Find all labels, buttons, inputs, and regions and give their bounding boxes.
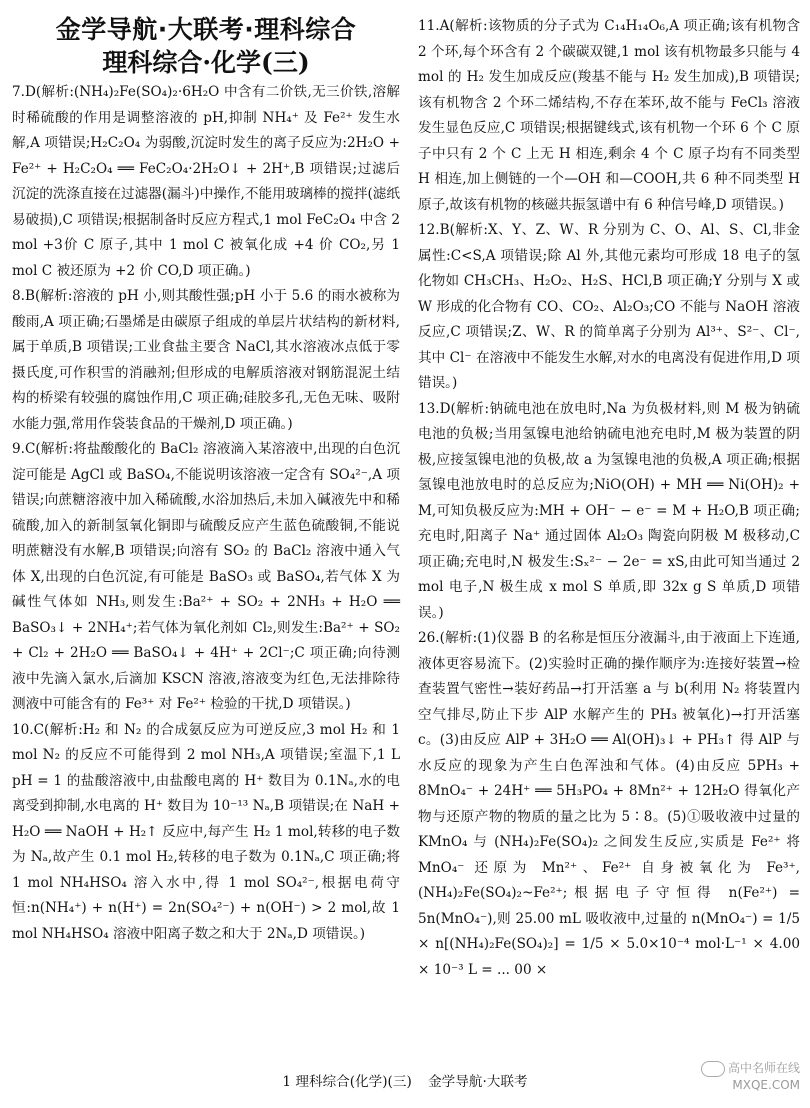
watermark-line1: 高中名师在线 (727, 1061, 800, 1075)
right-column (418, 14, 800, 983)
answer-7: 7.D(解析:(NH₄)₂Fe(SO₄)₂·6H₂O 中含有二价铁,无三价铁,溶解时稀硫酸的作用是调整溶液的 pH,抑制 NH₄⁺ 及 Fe²⁺ 发生水解,A 项错误;H₂C₂O₄ 为弱酸,沉淀时发生的离子反应为:2H₂O + Fe²⁺ + H₂C₂O₄ ══ FeC₂O₄·2H₂O↓ + 2H⁺,B 项错误;过滤后沉淀的洗涤直接在过滤器(漏斗)中操作,不能用玻璃棒的搅拌(滤纸易破损),C 项错误;根据制备时反应方程式,1 mol FeC₂O₄ 中含 2 mol +3价 C 原子,其中 1 mol C 被氧化成 +4 价 CO₂,另 1 mol C 被还原为 +2 价 CO,D 项正确。) (12, 84, 400, 279)
wechat-icon (701, 1061, 725, 1077)
answer-13: 13.D(解析:钠硫电池在放电时,Na 为负极材料,则 M 极为钠硫电池的负极;当用氢镍电池给钠硫电池充电时,M 极为装置的阴极,应接氢镍电池的负极,故 a 为氢镍电池的负极,A 项正确;根据氢镍电池放电时的总反应为;NiO(OH) + MH ══ Ni(OH)₂ + M,可知负极反应为:MH + OH⁻ − e⁻ = M + H₂O,B 项正确;充电时,阳离子 Na⁺ 通过固体 Al₂O₃ 陶瓷向阴极 M 极移动,C 项正确;充电时,N 极发生:Sₓ²⁻ − 2e⁻ = xS,由此可知当通过 2 mol 电子,N 极生成 x mol S 单质,即 32x g S 单质,D 项错误。) (418, 400, 800, 621)
answer-26: 26.(解析:(1)仪器 B 的名称是恒压分液漏斗,由于液面上下连通,液体更容易流下。(2)实验时正确的操作顺序为:连接好装置→检查装置气密性→装好药品→打开活塞 a 与 b(利用 N₂ 将装置内空气排尽,防止下步 AlP 水解产生的 PH₃ 被氧化)→打开活塞 c。(3)由反应 AlP + 3H₂O ══ Al(OH)₃↓ + PH₃↑ 得 AlP 与水反应的现象为产生白色浑浊和气体。(4)由反应 5PH₃ + 8MnO₄⁻ + 24H⁺ ══ 5H₃PO₄ + 8Mn²⁺ + 12H₂O 得氧化产物与还原产物的物质的量之比为 5∶8。(5)①吸收液中过量的 KMnO₄ 与 (NH₄)₂Fe(SO₄)₂ 之间发生反应,实质是 Fe²⁺ 将 MnO₄⁻ 还原为 Mn²⁺、Fe²⁺ 自身被氧化为 Fe³⁺,(NH₄)₂Fe(SO₄)₂~Fe²⁺;根据电子守恒得 n(Fe²⁺) = 5n(MnO₄⁻),则 25.00 mL 吸收液中,过量的 n(MnO₄⁻) = 1/5 × n[(NH₄)₂Fe(SO₄)₂] = 1/5 × 5.0×10⁻⁴ mol·L⁻¹ × 4.00 × 10⁻³ L = ... 00 × (418, 630, 800, 978)
answer-9: 9.C(解析:将盐酸酸化的 BaCl₂ 溶液滴入某溶液中,出现的白色沉淀可能是 AgCl 或 BaSO₄,不能说明该溶液一定含有 SO₄²⁻,A 项错误;向蔗糖溶液中加入稀硫酸,水浴加热后,未加入碱液先中和稀硫酸,加入的新制氢氧化铜即与硫酸反应产生蓝色硫酸铜,不能说明蔗糖没有水解,B 项错误;向溶有 SO₂ 的 BaCl₂ 溶液中通入气体 X,出现的白色沉淀,有可能是 BaSO₃ 或 BaSO₄,若气体 X 为碱性气体如 NH₃,则发生:Ba²⁺ + SO₂ + 2NH₃ + H₂O ══ BaSO₃↓ + 2NH₄⁺;若气体为氧化剂如 Cl₂,则发生:Ba²⁺ + SO₂ + Cl₂ + 2H₂O ══ BaSO₄↓ + 4H⁺ + 2Cl⁻;C 项正确;向待测液中先滴入氯水,后滴加 KSCN 溶液,溶液变为红色,无法排除待测液中可能含有的 Fe³⁺ 对 Fe²⁺ 检验的干扰,D 项错误。) (12, 441, 400, 712)
page-footer (0, 1070, 810, 1090)
answer-11: 11.A(解析:该物质的分子式为 C₁₄H₁₄O₆,A 项正确;该有机物含 2 个环,每个环含有 2 个碳碳双键,1 mol 该有机物最多只能与 4 mol 的 H₂ 发生加成反应(羧基不能与 H₂ 发生加成),B 项错误;该有机物含 2 个环二烯结构,不存在苯环,故不能与 FeCl₃ 溶液发生显色反应,C 项错误;根据键线式,该有机物一个环 6 个 C 原子中只有 2 个 C 上无 H 相连,剩余 4 个 C 原子均有不同类型 H 相连,加上侧链的一个—OH 和—COOH,共 6 种不同类型 H 原子,故该有机物的核磁共振氢谱中有 6 种信号峰,D 项错误。) (418, 18, 800, 213)
watermark (701, 1060, 800, 1093)
answer-8: 8.B(解析:溶液的 pH 小,则其酸性强;pH 小于 5.6 的雨水被称为酸雨,A 项正确;石墨烯是由碳原子组成的单层片状结构的新材料,属于单质,B 项错误;工业食盐主要含 NaCl,其水溶液冰点低于零摄氏度,可作积雪的消融剂;但形成的电解质溶液对钢筋混泥土结构的桥梁有较强的腐蚀作用,C 项正确;硅胶多孔,无色无味、吸附水能力强,常用作袋装食品的干燥剂,D 项正确。) (12, 288, 400, 432)
footer-page-label: 1 理科综合(化学)(三) (282, 1074, 412, 1090)
left-column (12, 14, 400, 947)
answer-10: 10.C(解析:H₂ 和 N₂ 的合成氨反应为可逆反应,3 mol H₂ 和 1 mol N₂ 的反应不可能得到 2 mol NH₃,A 项错误;室温下,1 L pH = 1 的盐酸溶液中,由盐酸电离的 H⁺ 数目为 0.1Nₐ,水的电离受到抑制,水电离的 H⁺ 数目为 10⁻¹³ Nₐ,B 项错误;在 NaH + H₂O ══ NaOH + H₂↑ 反应中,每产生 H₂ 1 mol,转移的电子数为 Nₐ,故产生 0.1 mol H₂,转移的电子数为 0.1Nₐ,C 项正确;将 1 mol NH₄HSO₄ 溶入水中,得 1 mol SO₄²⁻,根据电荷守恒:n(NH₄⁺) + n(H⁺) = 2n(SO₄²⁻) + n(OH⁻) > 2 mol,故 1 mol NH₄HSO₄ 溶液中阳离子数之和大于 2Nₐ,D 项错误。) (12, 721, 400, 942)
page-subtitle: 理科综合·化学(三) (102, 48, 310, 77)
answer-12: 12.B(解析:X、Y、Z、W、R 分别为 C、O、Al、S、Cl,非金属性:C<S,A 项错误;除 Al 外,其他元素均可形成 18 电子的氢化物如 CH₃CH₃、H₂O₂、H₂S、HCl,B 项正确;Y 分别与 X 或 W 形成的化合物有 CO、CO₂、Al₂O₃;CO 不能与 NaOH 溶液反应,C 项错误;Z、W、R 的简单离子分别为 Al³⁺、S²⁻、Cl⁻,其中 Cl⁻ 在溶液中不能发生水解,对水的电离没有促进作用,D 项错误。) (418, 222, 800, 391)
watermark-line2: MXQE.COM (732, 1077, 800, 1092)
footer-brand: 金学导航·大联考 (428, 1074, 528, 1090)
page-title: 金学导航·大联考·理科综合 (55, 15, 357, 44)
